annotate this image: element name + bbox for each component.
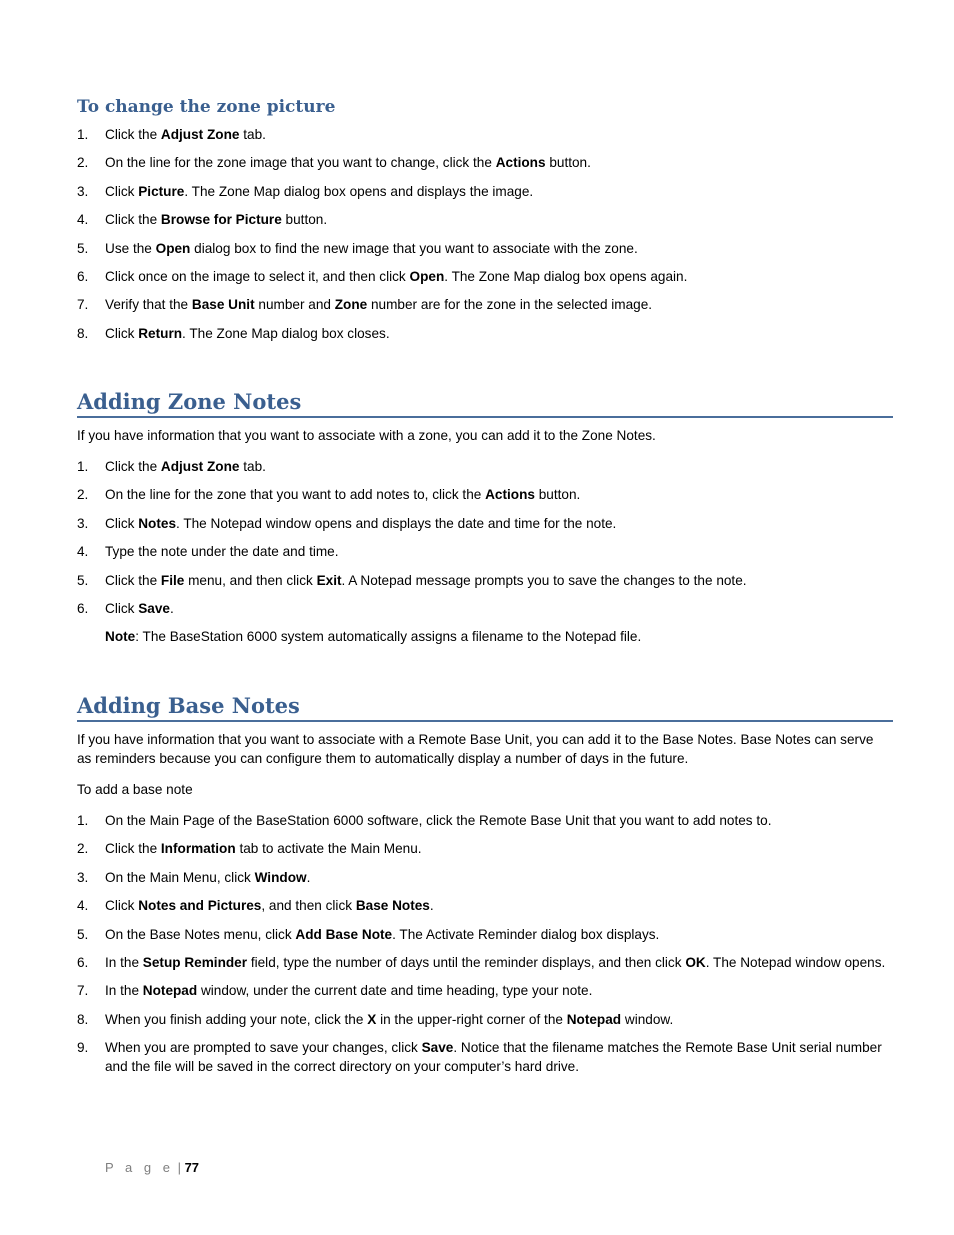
text-run: . The Notepad window opens. [705, 954, 886, 970]
list-number: 9. [77, 1040, 89, 1056]
list-item [77, 485, 893, 504]
list-number: 6. [77, 954, 89, 970]
list-item-text [105, 326, 390, 341]
text-run: field, type the number of days until the reminder displays, and then click [247, 954, 686, 970]
list-number: 3. [77, 183, 89, 199]
text-run: Click the [105, 127, 161, 142]
list-item-text [105, 1012, 673, 1027]
list-item-text [105, 870, 310, 885]
steps-base-notes [77, 811, 893, 1076]
page-number: 77 [184, 1160, 200, 1175]
list-item-text [105, 927, 659, 942]
text-run: Click the [105, 459, 161, 474]
text-run: , and then click [261, 898, 356, 914]
list-item-text [105, 184, 533, 199]
list-item [77, 599, 893, 618]
list-number: 8. [77, 1011, 89, 1027]
heading-adding-zone-notes: Adding Zone Notes [77, 389, 893, 418]
text-run: tab to activate the Main Menu. [235, 841, 422, 857]
list-item-text [105, 573, 747, 588]
list-number: 2. [77, 155, 89, 171]
list-number: 4. [77, 544, 89, 560]
list-number: 6. [77, 268, 89, 284]
list-item [77, 925, 893, 944]
list-item-text [105, 841, 422, 856]
note-zone-notes [105, 627, 641, 646]
text-run: . [429, 898, 434, 914]
page-separator: | [173, 1160, 185, 1175]
text-run: tab. [239, 459, 266, 474]
bold-term: Open [409, 268, 445, 284]
text-run: button. [534, 487, 581, 503]
text-run: menu, and then click [184, 572, 317, 588]
list-item [77, 153, 893, 172]
list-number: 4. [77, 898, 89, 914]
list-item [77, 811, 893, 830]
list-item-text [105, 212, 327, 227]
text-run: . A Notepad message prompts you to save the changes to the note. [341, 572, 747, 588]
text-run: Click [105, 898, 139, 914]
text-run: . [306, 869, 311, 885]
list-item-text [105, 601, 174, 616]
list-item [77, 542, 893, 561]
bold-term: Actions [485, 487, 535, 503]
list-item [77, 210, 893, 229]
text-run: . [169, 600, 174, 616]
list-item-text [105, 516, 616, 531]
list-item [77, 457, 893, 476]
list-item [77, 295, 893, 314]
list-number: 1. [77, 813, 89, 828]
text-run: . The Notepad window opens and displays the date and time for the note. [176, 515, 617, 531]
text-run: Click the [105, 212, 161, 228]
bold-term: Base Notes [355, 898, 430, 914]
list-item-text [105, 127, 266, 142]
text-run: Use the [105, 240, 156, 256]
text-run: . The Zone Map dialog box opens again. [444, 268, 688, 284]
list-item-text [105, 269, 687, 284]
text-run: . The Activate Reminder dialog box displays. [392, 926, 660, 942]
text-run: Click the [105, 841, 161, 857]
steps-zone-notes [77, 457, 893, 618]
text-run: Click once on the image to select it, and then click [105, 268, 410, 284]
steps-change-zone-picture [77, 125, 893, 343]
bold-term: Adjust Zone [160, 459, 240, 474]
list-item [77, 182, 893, 201]
list-number: 7. [77, 983, 89, 999]
text-run: window, under the current date and time heading, type your note. [197, 983, 593, 999]
list-item [77, 267, 893, 286]
list-number: 5. [77, 926, 89, 942]
text-run: When you finish adding your note, click the [105, 1011, 368, 1027]
text-run: Click [105, 325, 139, 341]
bold-term: Open [155, 240, 191, 256]
text-run: On the line for the zone that you want to add notes to, click the [105, 487, 486, 503]
intro-base-notes: If you have information that you want to associate with a Remote Base Unit, you can add it to the Base Notes. Base Notes can serve as reminders because you can configure them to automatically display a number of days in the future. [77, 732, 874, 766]
text-run: On the Base Notes menu, click [105, 926, 296, 942]
list-item-text [105, 487, 580, 502]
subheading-change-zone-picture: To change the zone picture [77, 97, 336, 117]
list-number: 6. [77, 600, 89, 616]
bold-term: Browse for Picture [160, 212, 282, 228]
text-run: window. [621, 1011, 674, 1027]
list-item-text [105, 955, 885, 970]
text-run: Click [105, 183, 139, 199]
text-run: . The Zone Map dialog box closes. [182, 325, 390, 341]
text-run: When you are prompted to save your changes, click [105, 1040, 422, 1056]
list-number: 1. [77, 459, 89, 474]
bold-term: Base Unit [191, 297, 255, 313]
text-run: : The BaseStation 6000 system automatically assigns a filename to the Notepad file. [135, 629, 642, 644]
text-run: Click [105, 515, 139, 531]
page-footer [105, 1160, 199, 1175]
bold-term: Return [138, 325, 183, 341]
text-run: Verify that the [105, 297, 192, 313]
bold-term: Information [160, 841, 236, 857]
bold-term: Save [421, 1040, 454, 1056]
list-item-text [105, 459, 266, 474]
bold-term: Notepad [142, 983, 198, 999]
list-number: 3. [77, 869, 89, 885]
list-item [77, 239, 893, 258]
list-item-text [105, 1040, 882, 1074]
bold-term: Add Base Note [295, 926, 393, 942]
bold-term: Zone [334, 297, 368, 313]
list-item [77, 981, 893, 1000]
list-item [77, 571, 893, 590]
text-run: In the [105, 983, 143, 999]
bold-term: Notes [138, 515, 177, 531]
list-item [77, 514, 893, 533]
list-number: 7. [77, 297, 89, 313]
text-run: button. [281, 212, 328, 228]
list-number: 2. [77, 487, 89, 503]
text-run: . The Zone Map dialog box opens and displays the image. [184, 183, 534, 199]
list-item [77, 1010, 893, 1029]
text-run: number are for the zone in the selected image. [367, 297, 653, 313]
text-run: On the Main Page of the BaseStation 6000 software, click the Remote Base Unit that you want to add notes to. [105, 813, 772, 828]
text-run: button. [545, 155, 591, 171]
page-label: P a g e [105, 1160, 174, 1175]
heading-adding-base-notes: Adding Base Notes [77, 693, 893, 722]
list-item [77, 839, 893, 858]
text-run: Click the [105, 572, 161, 588]
bold-term: Note [105, 629, 136, 644]
bold-term: Window [254, 869, 307, 885]
text-run: number and [254, 297, 335, 313]
bold-term: Actions [495, 155, 546, 171]
text-run: dialog box to find the new image that you want to associate with the zone. [190, 240, 638, 256]
text-run: Type the note under the date and time. [105, 544, 339, 560]
bold-term: Picture [138, 183, 185, 199]
text-run: On the line for the zone image that you want to change, click the [105, 155, 496, 171]
bold-term: Setup Reminder [142, 954, 248, 970]
list-item [77, 868, 893, 887]
list-item-text [105, 544, 339, 559]
text-run: . Notice that the filename matches the Remote Base Unit serial number and the file will be saved in the correct directory on your computer’s hard drive. [105, 1040, 882, 1075]
list-item-text [105, 898, 434, 913]
list-item [77, 1038, 893, 1076]
list-number: 4. [77, 212, 89, 228]
text-run: In the [105, 954, 143, 970]
list-item-text [105, 813, 772, 828]
list-item [77, 953, 893, 972]
intro-zone-notes: If you have information that you want to associate with a zone, you can add it to the Zone Notes. [77, 428, 656, 443]
bold-term: Exit [316, 572, 342, 588]
text-run: in the upper-right corner of the [376, 1011, 567, 1027]
list-item-text [105, 297, 652, 312]
bold-term: Adjust Zone [160, 127, 240, 142]
bold-term: X [367, 1011, 377, 1027]
list-number: 2. [77, 841, 89, 857]
bold-term: Notepad [566, 1011, 622, 1027]
bold-term: Save [138, 600, 170, 616]
list-item-text [105, 983, 592, 998]
text-run: tab. [239, 127, 266, 142]
list-item [77, 896, 893, 915]
bold-term: OK [685, 954, 706, 970]
list-number: 3. [77, 515, 89, 531]
list-number: 1. [77, 127, 89, 142]
list-number: 5. [77, 572, 89, 588]
list-number: 5. [77, 240, 89, 256]
text-run: On the Main Menu, click [105, 869, 255, 885]
list-item [77, 125, 893, 144]
list-item-text [105, 241, 638, 256]
list-number: 8. [77, 325, 89, 341]
subintro-base-notes: To add a base note [77, 782, 193, 797]
list-item [77, 324, 893, 343]
bold-term: Notes and Pictures [138, 898, 262, 914]
list-item-text [105, 155, 591, 170]
text-run: Click [105, 600, 139, 616]
bold-term: File [160, 572, 185, 588]
